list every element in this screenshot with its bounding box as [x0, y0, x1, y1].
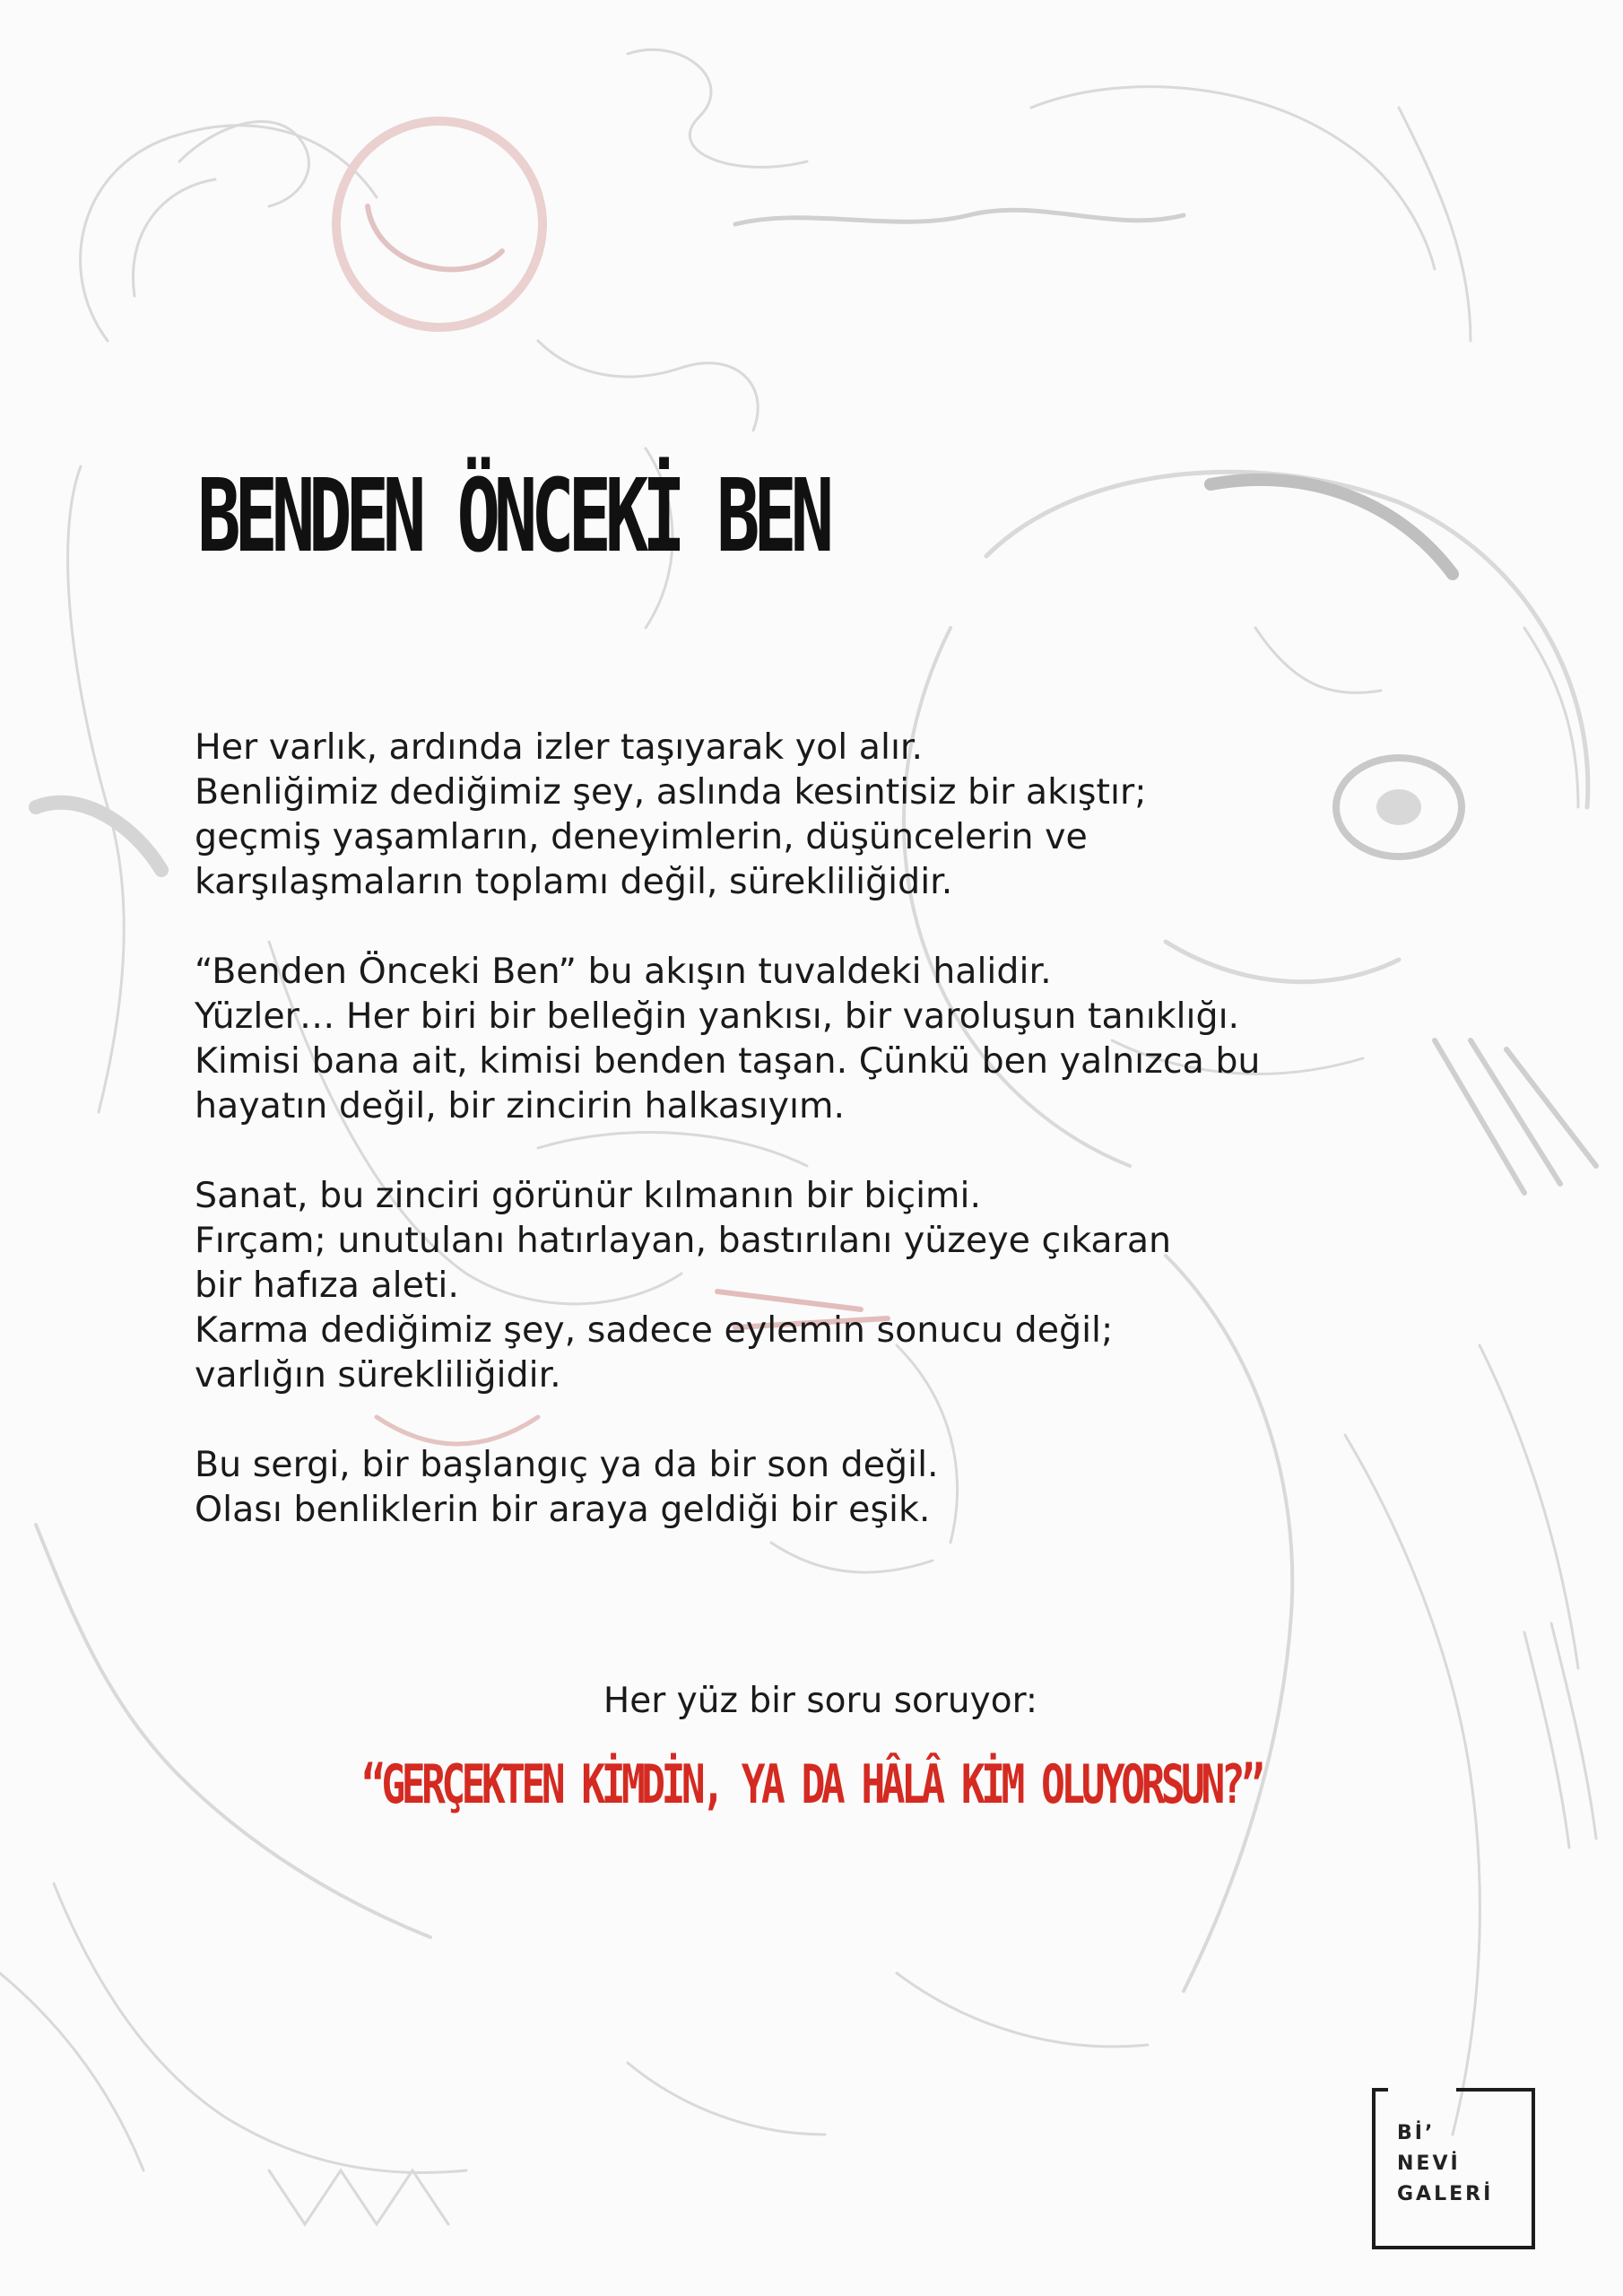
text-line: Kimisi bana ait, kimisi benden taşan. Çünkü ben yalnızca bu — [195, 1040, 1261, 1082]
logo-line: Bİ’ — [1397, 2122, 1436, 2144]
text-line: “Benden Önceki Ben” bu akışın tuvaldeki halidir. — [195, 951, 1052, 992]
quote-text: “GERÇEKTEN KİMDİN, YA DA HÂLÂ KİM OLUYORSUN?” — [361, 1753, 1262, 1816]
text-line: Benliğimiz dediğimiz şey, aslında kesintisiz bir akıştır; — [195, 771, 1147, 813]
paragraph — [195, 1173, 1450, 1397]
gallery-logo — [1372, 2088, 1535, 2249]
logo-text — [1397, 2118, 1493, 2210]
highlighted-quote — [0, 1753, 1623, 1816]
text-line: karşılaşmaların toplamı değil, sürekliliğidir. — [195, 861, 953, 902]
text-line: Her varlık, ardında izler taşıyarak yol alır. — [195, 726, 924, 768]
text-line: Sanat, bu zinciri görünür kılmanın bir biçimi. — [195, 1175, 982, 1216]
text-line: bir hafıza aleti. — [195, 1265, 459, 1306]
paragraph — [195, 725, 1450, 904]
question-intro: Her yüz bir soru soruyor: — [603, 1681, 1038, 1721]
paragraph — [195, 949, 1450, 1128]
page-title: BENDEN ÖNCEKİ BEN — [197, 458, 828, 575]
logo-line: NEVİ — [1397, 2152, 1461, 2175]
text-line: geçmiş yaşamların, deneyimlerin, düşüncelerin ve — [195, 816, 1088, 857]
text-line: varlığın sürekliliğidir. — [195, 1354, 561, 1396]
text-line: Karma dediğimiz şey, sadece eylemin sonucu değil; — [195, 1309, 1114, 1351]
paragraph — [195, 1442, 1450, 1532]
logo-line: GALERİ — [1397, 2183, 1494, 2205]
text-line: Olası benliklerin bir araya geldiği bir eşik. — [195, 1489, 931, 1530]
text-line: Bu sergi, bir başlangıç ya da bir son değil. — [195, 1444, 939, 1485]
text-line: Yüzler… Her biri bir belleğin yankısı, bir varoluşun tanıklığı. — [195, 996, 1240, 1037]
body-text — [195, 725, 1450, 1577]
text-line: hayatın değil, bir zincirin halkasıyım. — [195, 1085, 846, 1126]
text-line: Fırçam; unutulanı hatırlayan, bastırılanı yüzeye çıkaran — [195, 1220, 1172, 1261]
